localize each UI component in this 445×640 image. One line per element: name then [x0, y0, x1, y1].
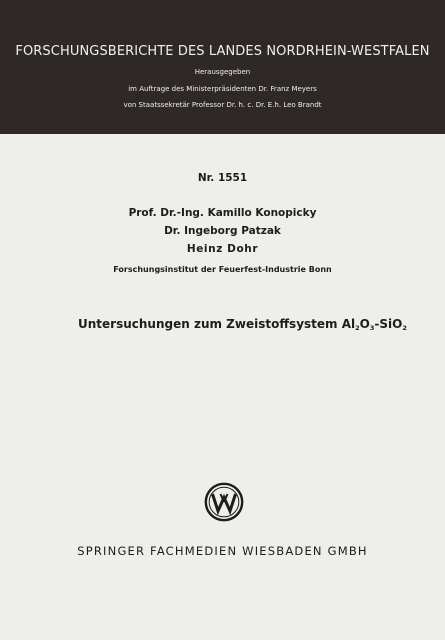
editor-line-2: von Staatssekretär Professor Dr. h. c. Dr. E.h. Leo Brandt — [123, 101, 322, 109]
herausgegeben-label: Herausgegeben — [194, 68, 251, 76]
editor-line-1: im Auftrage des Ministerpräsidenten Dr. Franz Meyers — [128, 85, 317, 93]
book-title — [78, 317, 407, 332]
publisher: SPRINGER FACHMEDIEN WIESBADEN GMBH — [77, 544, 368, 558]
title-sub-2: 3 — [369, 324, 375, 332]
title-mid-1: O — [359, 317, 370, 331]
title-sub-1: 2 — [355, 324, 360, 332]
author-2: Dr. Ingeborg Patzak — [164, 225, 281, 237]
title-sub-3: 2 — [402, 324, 407, 332]
report-number: Nr. 1551 — [197, 172, 248, 184]
springer-w-logo-icon — [204, 482, 244, 522]
title-prefix: Untersuchungen zum Zweistoffsystem Al — [78, 317, 356, 331]
institute: Forschungsinstitut der Feuerfest-Industrie Bonn — [113, 265, 332, 274]
series-header — [0, 0, 445, 134]
author-3: Heinz Dohr — [186, 243, 259, 255]
author-1: Prof. Dr.-Ing. Kamillo Konopicky — [128, 207, 317, 219]
series-title: FORSCHUNGSBERICHTE DES LANDES NORDRHEIN-WESTFALEN — [15, 44, 430, 59]
title-mid-2: -SiO — [374, 317, 403, 331]
